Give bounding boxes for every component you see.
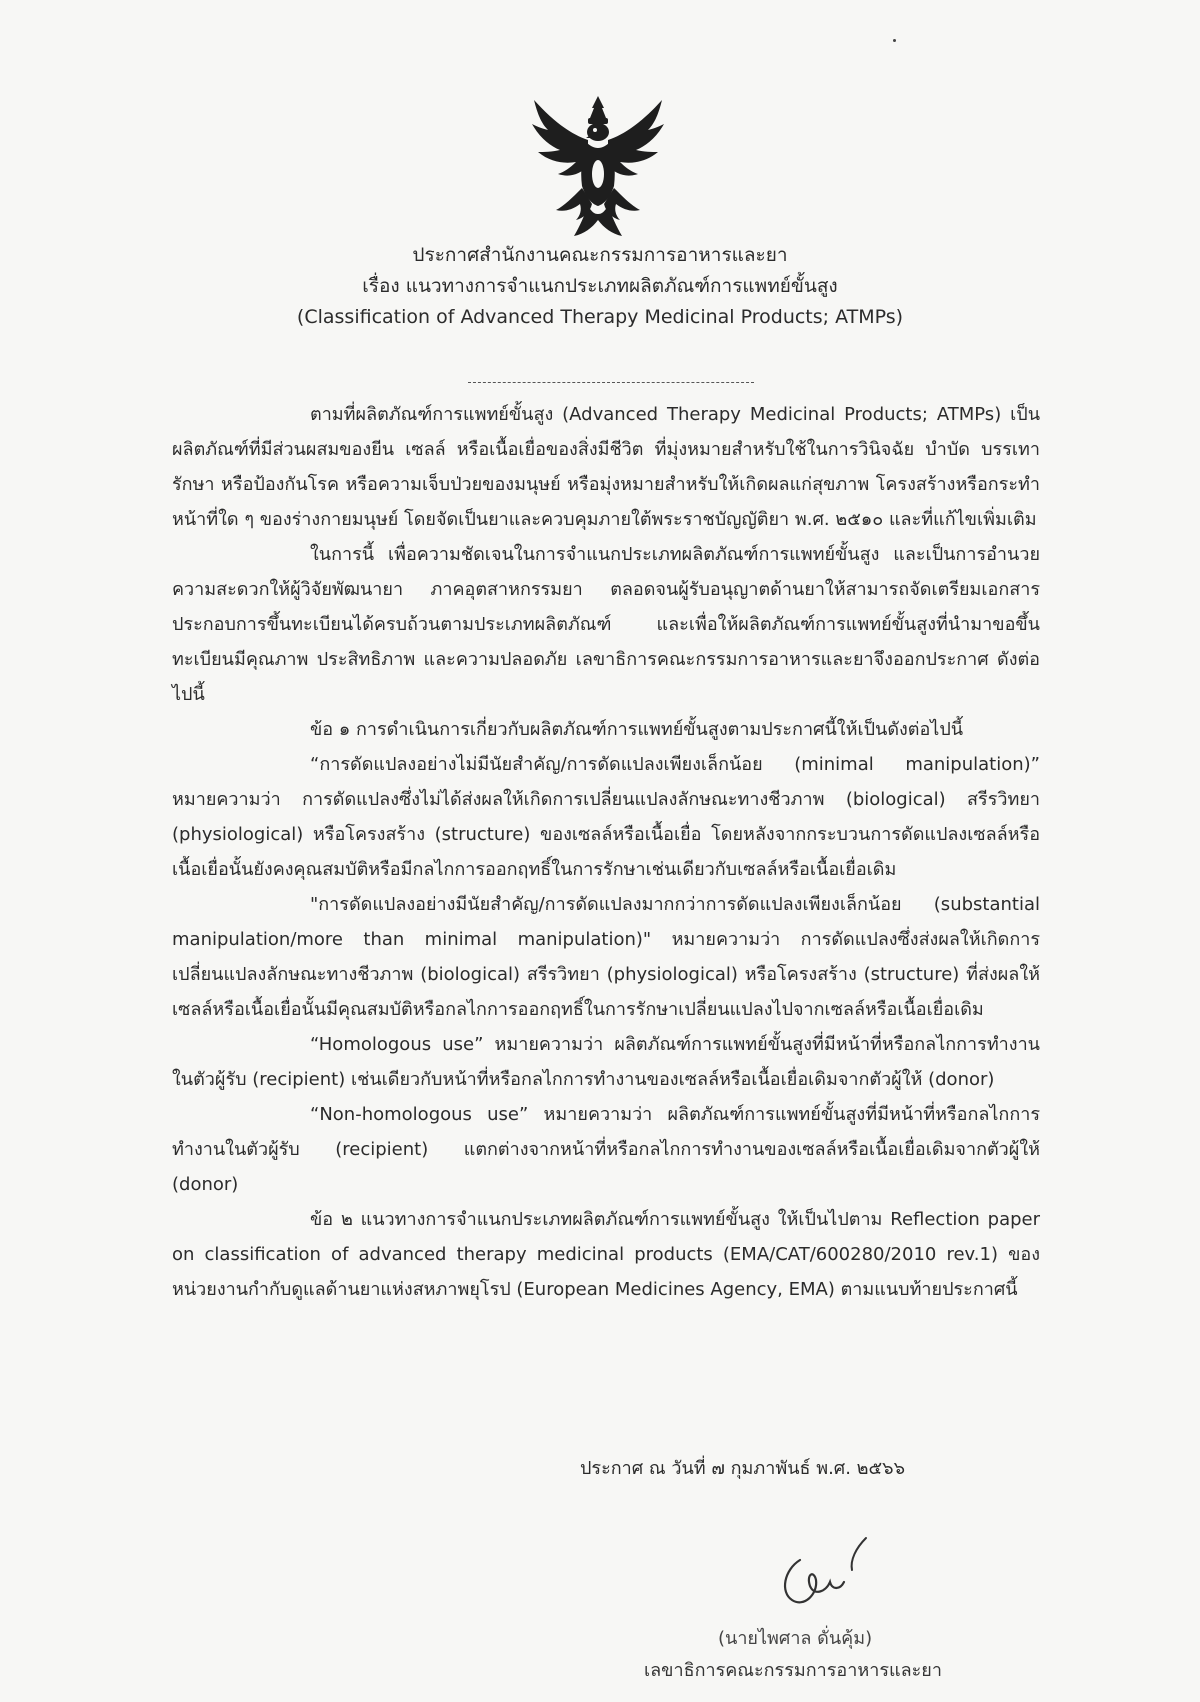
announcement-subject: เรื่อง แนวทางการจำแนกประเภทผลิตภัณฑ์การแพทย์ขั้นสูง xyxy=(362,275,838,297)
paragraph-definition-homologous: “Homologous use” หมายความว่า ผลิตภัณฑ์การแพทย์ขั้นสูงที่มีหน้าที่หรือกลไกการทำงานในตัวผู้รับ (recipient) เช่นเดียวกับหน้าที่หรือกลไกการทำงานของเซลล์หรือเนื้อเยื่อเดิมจากตัวผู้ให้ (donor) xyxy=(172,1034,1040,1090)
signer-title: เลขาธิการคณะกรรมการอาหารและยา xyxy=(644,1660,942,1681)
announcement-body xyxy=(172,397,1040,1307)
garuda-emblem-icon xyxy=(530,94,666,242)
paragraph-definition-minimal: “การดัดแปลงอย่างไม่มีนัยสำคัญ/การดัดแปลงเพียงเล็กน้อย (minimal manipulation)” หมายความว่า การดัดแปลงซึ่งไม่ได้ส่งผลให้เกิดการเปลี่ยนแปลงลักษณะทางชีวภาพ (biological) สรีรวิทยา (physiological) หรือโครงสร้าง (structure) ของเซลล์หรือเนื้อเยื่อ โดยหลังจากกระบวนการดัดแปลงเซลล์หรือเนื้อเยื่อนั้นยังคงคุณสมบัติหรือมีกลไกการออกฤทธิ์ในการรักษาเช่นเดียวกับเซลล์หรือเนื้อเยื่อเดิม xyxy=(172,754,1040,880)
announcement-issuer: ประกาศสำนักงานคณะกรรมการอาหารและยา xyxy=(412,244,788,266)
handwritten-signature xyxy=(770,1530,910,1620)
paragraph-definition-substantial: "การดัดแปลงอย่างมีนัยสำคัญ/การดัดแปลงมากกว่าการดัดแปลงเพียงเล็กน้อย (substantial manipulation/more than minimal manipulation)" หมายความว่า การดัดแปลงซึ่งส่งผลให้เกิดการเปลี่ยนแปลงลักษณะทางชีวภาพ (biological) สรีรวิทยา (physiological) หรือโครงสร้าง (structure) ที่ส่งผลให้เซลล์หรือเนื้อเยื่อนั้นมีคุณสมบัติหรือกลไกการออกฤทธิ์ในการรักษาเปลี่ยนแปลงไปจากเซลล์หรือเนื้อเยื่อเดิม xyxy=(172,894,1040,1020)
paragraph-clause-1: ข้อ ๑ การดำเนินการเกี่ยวกับผลิตภัณฑ์การแพทย์ขั้นสูงตามประกาศนี้ให้เป็นดังต่อไปนี้ xyxy=(310,719,964,740)
announcement-date: ประกาศ ณ วันที่ ๗ กุมภาพันธ์ พ.ศ. ๒๕๖๖ xyxy=(580,1458,906,1479)
paragraph-clause-2: ข้อ ๒ แนวทางการจำแนกประเภทผลิตภัณฑ์การแพทย์ขั้นสูง ให้เป็นไปตาม Reflection paper on classification of advanced therapy medicinal products (EMA/CAT/600280/2010 rev.1) ของหน่วยงานกำกับดูแลด้านยาแห่งสหภาพยุโรป (European Medicines Agency, EMA) ตามแนบท้ายประกาศนี้ xyxy=(172,1209,1040,1300)
announcement-subject-english: (Classification of Advanced Therapy Medicinal Products; ATMPs) xyxy=(296,306,904,328)
signer-name: (นายไพศาล ดั่นคุ้ม) xyxy=(718,1628,873,1649)
paragraph-purpose: ในการนี้ เพื่อความชัดเจนในการจำแนกประเภทผลิตภัณฑ์การแพทย์ขั้นสูง และเป็นการอำนวยความสะดวกให้ผู้วิจัยพัฒนายา ภาคอุตสาหกรรมยา ตลอดจนผู้รับอนุญาตด้านยาให้สามารถจัดเตรียมเอกสารประกอบการขึ้นทะเบียนได้ครบถ้วนตามประเภทผลิตภัณฑ์ และเพื่อให้ผลิตภัณฑ์การแพทย์ขั้นสูงที่นำมาขอขึ้นทะเบียนมีคุณภาพ ประสิทธิภาพ และความปลอดภัย เลขาธิการคณะกรรมการอาหารและยาจึงออกประกาศ ดังต่อไปนี้ xyxy=(172,544,1040,705)
scan-speck xyxy=(893,39,896,42)
paragraph-preamble: ตามที่ผลิตภัณฑ์การแพทย์ขั้นสูง (Advanced Therapy Medicinal Products; ATMPs) เป็นผลิตภัณฑ์ที่มีส่วนผสมของยีน เซลล์ หรือเนื้อเยื่อของสิ่งมีชีวิต ที่มุ่งหมายสำหรับใช้ในการวินิจฉัย บำบัด บรรเทา รักษา หรือป้องกันโรค หรือความเจ็บป่วยของมนุษย์ หรือมุ่งหมายสำหรับให้เกิดผลแก่สุขภาพ โครงสร้างหรือกระทำหน้าที่ใด ๆ ของร่างกายมนุษย์ โดยจัดเป็นยาและควบคุมภายใต้พระราชบัญญัติยา พ.ศ. ๒๕๑๐ และที่แก้ไขเพิ่มเติม xyxy=(172,404,1040,530)
dashed-divider xyxy=(468,382,754,383)
paragraph-definition-non-homologous: “Non-homologous use” หมายความว่า ผลิตภัณฑ์การแพทย์ขั้นสูงที่มีหน้าที่หรือกลไกการทำงานในตัวผู้รับ (recipient) แตกต่างจากหน้าที่หรือกลไกการทำงานของเซลล์หรือเนื้อเยื่อเดิมจากตัวผู้ให้ (donor) xyxy=(172,1104,1040,1195)
